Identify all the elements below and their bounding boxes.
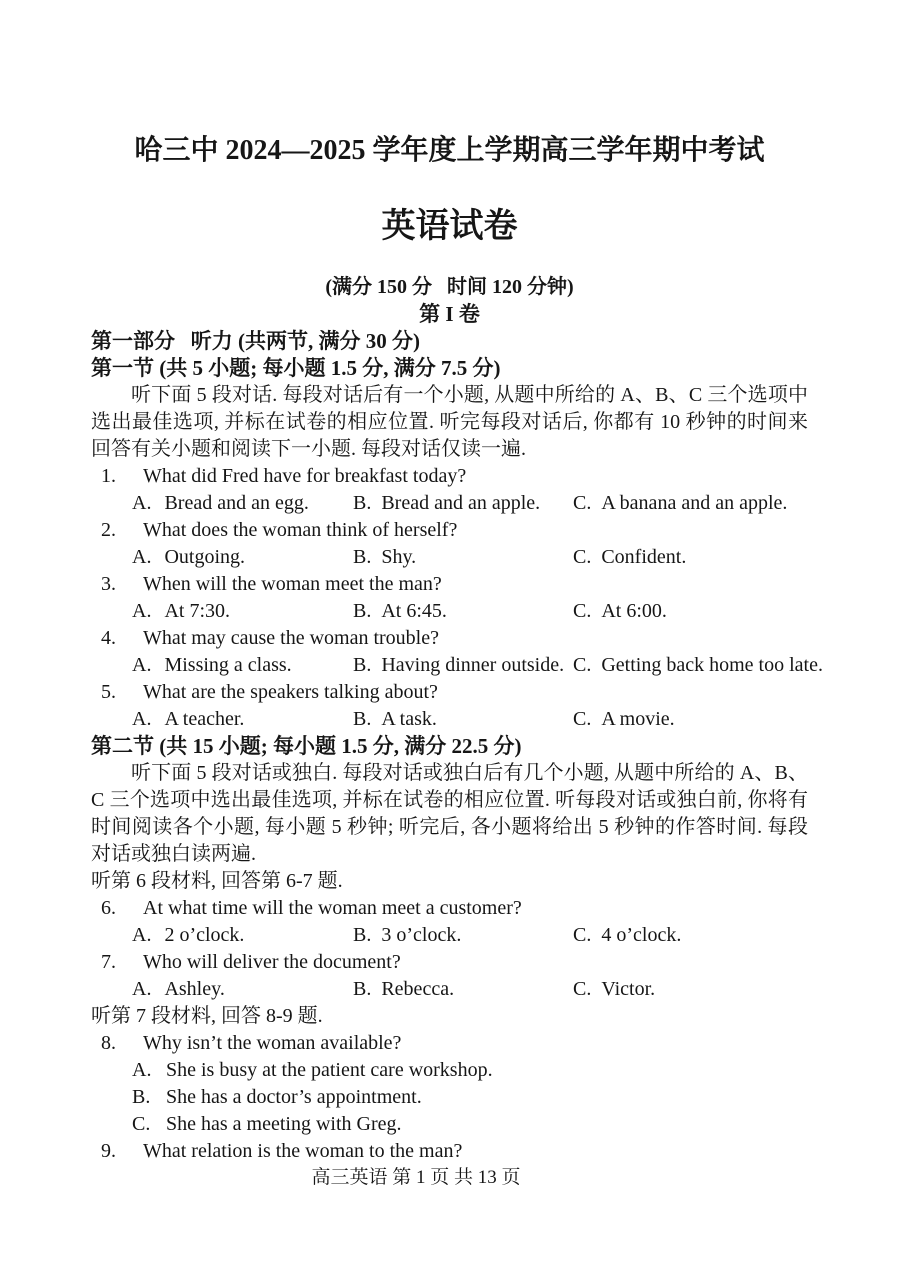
question-7-option-c-text: Victor.	[601, 978, 656, 1000]
question-5-option-b-label: B.	[353, 708, 372, 730]
question-6-option-c	[573, 922, 808, 949]
question-1-options	[132, 490, 808, 517]
question-3-option-c-text: At 6:00.	[601, 600, 667, 622]
question-6-option-c-text: 4 o’clock.	[601, 924, 682, 946]
question-3-number: 3.	[101, 573, 116, 595]
question-9-text: What relation is the woman to the man?	[143, 1140, 463, 1162]
question-5-option-a	[132, 706, 353, 733]
question-5-option-c-text: A movie.	[601, 708, 675, 730]
question-3-option-c-label: C.	[573, 600, 592, 622]
question-1-option-a	[132, 490, 353, 517]
question-4-option-b	[353, 652, 573, 679]
question-8-option-a	[132, 1057, 808, 1084]
question-1	[101, 463, 808, 490]
question-4-option-b-label: B.	[353, 654, 372, 676]
volume-heading: 第 I 卷	[419, 302, 480, 326]
page-footer	[0, 1164, 900, 1191]
question-7-number: 7.	[101, 951, 116, 973]
material-7-line: 听第 7 段材料, 回答 8-9 题.	[91, 1005, 323, 1027]
question-4-number: 4.	[101, 627, 116, 649]
question-7-options	[132, 976, 808, 1003]
question-5-option-b-text: A task.	[381, 708, 437, 730]
question-6-number: 6.	[101, 897, 116, 919]
question-9	[101, 1138, 808, 1165]
question-7-option-a-text: Ashley.	[164, 978, 225, 1000]
question-7-option-a	[132, 976, 353, 1003]
question-8-option-b-label: B.	[132, 1086, 151, 1108]
question-8-option-c	[132, 1111, 808, 1138]
part1-heading: 第一部分 听力 (共两节, 满分 30 分)	[91, 329, 420, 353]
material-6-line: 听第 6 段材料, 回答第 6-7 题.	[91, 870, 343, 892]
question-6	[101, 895, 808, 922]
question-3-option-c	[573, 598, 808, 625]
question-2-number: 2.	[101, 519, 116, 541]
question-8-option-c-label: C.	[132, 1113, 151, 1135]
question-3-option-a-text: At 7:30.	[164, 600, 231, 622]
question-7	[101, 949, 808, 976]
question-1-option-c-text: A banana and an apple.	[601, 492, 788, 514]
question-4-option-a	[132, 652, 353, 679]
question-1-option-b-text: Bread and an apple.	[381, 492, 541, 514]
question-6-option-a-label: A.	[132, 924, 152, 946]
question-2	[101, 517, 808, 544]
question-1-option-c-label: C.	[573, 492, 592, 514]
question-3-option-b	[353, 598, 573, 625]
question-1-number: 1.	[101, 465, 116, 487]
question-2-option-a-label: A.	[132, 546, 152, 568]
question-7-option-b-text: Rebecca.	[381, 978, 455, 1000]
question-6-option-b-label: B.	[353, 924, 372, 946]
question-8-number: 8.	[101, 1032, 116, 1054]
question-4-options	[132, 652, 823, 679]
question-2-option-a-text: Outgoing.	[164, 546, 246, 568]
question-2-option-c-label: C.	[573, 546, 592, 568]
question-2-option-c-text: Confident.	[601, 546, 687, 568]
question-2-option-b-label: B.	[353, 546, 372, 568]
question-6-options	[132, 922, 808, 949]
question-6-option-a-text: 2 o’clock.	[164, 924, 245, 946]
question-7-option-b-label: B.	[353, 978, 372, 1000]
question-5-text: What are the speakers talking about?	[143, 681, 438, 703]
question-1-option-a-text: Bread and an egg.	[164, 492, 309, 514]
question-4-option-c	[573, 652, 823, 679]
exam-title: 哈三中 2024—2025 学年度上学期高三学年期中考试	[134, 135, 765, 166]
question-5-option-a-label: A.	[132, 708, 152, 730]
question-8-option-b-text: She has a doctor’s appointment.	[166, 1086, 422, 1108]
question-5-option-a-text: A teacher.	[164, 708, 245, 730]
question-2-option-a	[132, 544, 353, 571]
question-2-options	[132, 544, 808, 571]
question-8-text: Why isn’t the woman available?	[143, 1032, 402, 1054]
question-2-option-b	[353, 544, 573, 571]
section2-instructions: 听下面 5 段对话或独白. 每段对话或独白后有几个小题, 从题中所给的 A、B、C 三个选项中选出最佳选项, 并标在试卷的相应位置. 听每段对话或独白前, 你将有时间阅读各个小题, 每小题 5 秒钟; 听完后, 各小题将给出 5 秒钟的作答时间. 每段对话或独白读两遍.	[91, 762, 808, 865]
question-3	[101, 571, 808, 598]
question-2-text: What does the woman think of herself?	[143, 519, 458, 541]
question-5-option-c	[573, 706, 808, 733]
question-1-option-b	[353, 490, 573, 517]
question-2-option-c	[573, 544, 808, 571]
score-time-line: (满分 150 分 时间 120 分钟)	[325, 276, 574, 298]
question-8-option-c-text: She has a meeting with Greg.	[166, 1113, 402, 1135]
question-1-option-b-label: B.	[353, 492, 372, 514]
question-1-option-a-label: A.	[132, 492, 152, 514]
question-4-option-b-text: Having dinner outside.	[381, 654, 565, 676]
question-5-options	[132, 706, 808, 733]
question-6-text: At what time will the woman meet a customer?	[143, 897, 522, 919]
question-5-option-c-label: C.	[573, 708, 592, 730]
question-4-option-a-label: A.	[132, 654, 152, 676]
exam-subject: 英语试卷	[381, 208, 518, 245]
question-1-text: What did Fred have for breakfast today?	[143, 465, 467, 487]
section1-heading: 第一节 (共 5 小题; 每小题 1.5 分, 满分 7.5 分)	[91, 356, 501, 380]
question-4-option-c-text: Getting back home too late.	[601, 654, 823, 676]
question-8	[101, 1030, 808, 1057]
question-6-option-c-label: C.	[573, 924, 592, 946]
question-3-option-a-label: A.	[132, 600, 152, 622]
question-6-option-b	[353, 922, 573, 949]
question-8-option-a-text: She is busy at the patient care workshop.	[166, 1059, 493, 1081]
question-7-option-b	[353, 976, 573, 1003]
question-3-option-a	[132, 598, 353, 625]
question-1-option-c	[573, 490, 808, 517]
question-8-option-b	[132, 1084, 808, 1111]
question-5-number: 5.	[101, 681, 116, 703]
question-9-number: 9.	[101, 1140, 116, 1162]
question-3-option-b-label: B.	[353, 600, 372, 622]
question-2-option-b-text: Shy.	[381, 546, 417, 568]
question-8-option-a-label: A.	[132, 1059, 152, 1081]
section2-heading: 第二节 (共 15 小题; 每小题 1.5 分, 满分 22.5 分)	[91, 734, 522, 758]
question-7-option-c-label: C.	[573, 978, 592, 1000]
question-7-text: Who will deliver the document?	[143, 951, 401, 973]
question-6-option-a	[132, 922, 353, 949]
question-4-text: What may cause the woman trouble?	[143, 627, 439, 649]
question-5-option-b	[353, 706, 573, 733]
question-7-option-c	[573, 976, 808, 1003]
section1-instructions: 听下面 5 段对话. 每段对话后有一个小题, 从题中所给的 A、B、C 三个选项中选出最佳选项, 并标在试卷的相应位置. 听完每段对话后, 你都有 10 秒钟的时间来回答有关小题和阅读下一小题. 每段对话仅读一遍.	[91, 384, 808, 460]
question-4-option-a-text: Missing a class.	[164, 654, 292, 676]
question-7-option-a-label: A.	[132, 978, 152, 1000]
question-3-text: When will the woman meet the man?	[143, 573, 442, 595]
question-3-option-b-text: At 6:45.	[381, 600, 447, 622]
question-4-option-c-label: C.	[573, 654, 592, 676]
question-3-options	[132, 598, 808, 625]
question-6-option-b-text: 3 o’clock.	[381, 924, 462, 946]
question-5	[101, 679, 808, 706]
page-footer-text: 高三英语 第 1 页 共 13 页	[311, 1167, 521, 1188]
question-4	[101, 625, 808, 652]
